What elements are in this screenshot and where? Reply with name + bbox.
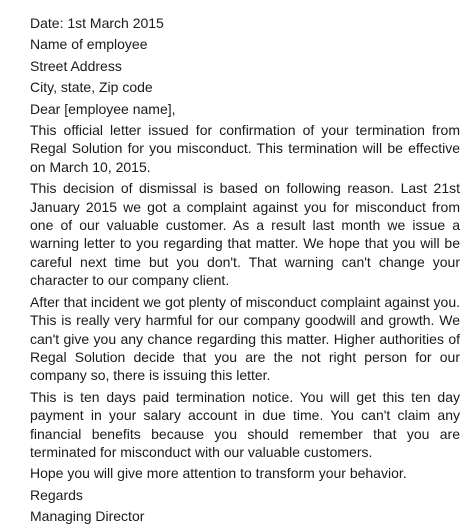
paragraph-closing-remark: Hope you will give more attention to transform your behavior.	[30, 465, 407, 482]
salutation: Dear [employee name],	[30, 100, 176, 117]
employee-name: Name of employee	[30, 36, 148, 53]
street-address: Street Address	[30, 57, 122, 74]
paragraph-notice: This is ten days paid termination notice. You will get this ten day payment in your salary account in due time. You can't claim any financial benefits because you should remember that you are terminated for misconduct with our valuable customers.	[30, 388, 460, 460]
closing-regards: Regards	[30, 486, 83, 503]
termination-letter	[30, 14, 460, 529]
paragraph-confirmation: This official letter issued for confirmation of your termination from Regal Solution for you misconduct. This termination will be effective on March 10, 2015.	[30, 122, 460, 175]
city-state-zip: City, state, Zip code	[30, 79, 153, 96]
paragraph-reason: This decision of dismissal is based on following reason. Last 21st January 2015 we got a complaint against you for misconduct from one of our valuable customer. As a result last month we issue a warning letter to you regarding that matter. We hope that you will be careful next time but you don't. That warning can't change your character to our company client.	[30, 180, 460, 289]
signature-title: Managing Director	[30, 508, 145, 525]
paragraph-incident: After that incident we got plenty of misconduct complaint against you. This is really very harmful for our company goodwill and growth. We can't give you any chance regarding this matter. Higher authorities of Regal Solution decide that you are the not right person for our company so, there is issuing this letter.	[30, 293, 460, 384]
letter-date: Date: 1st March 2015	[30, 15, 164, 31]
